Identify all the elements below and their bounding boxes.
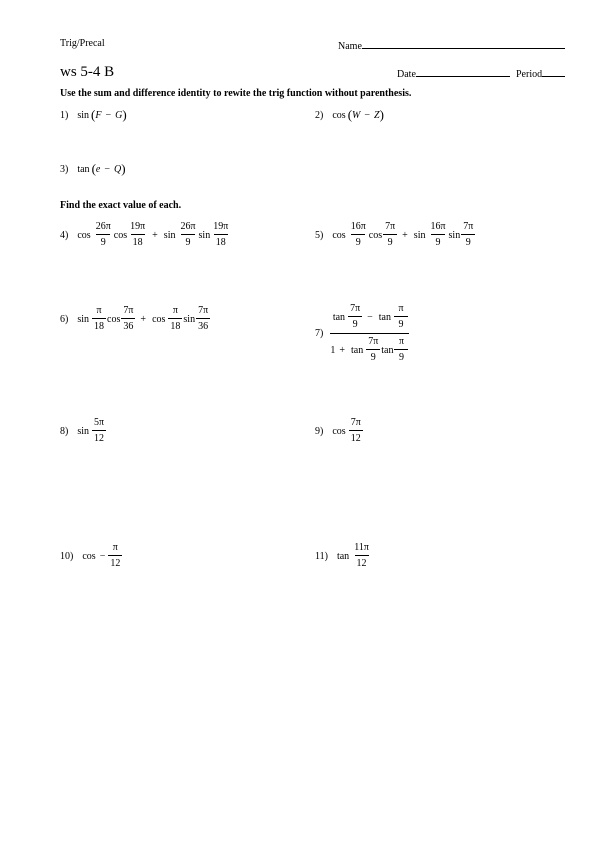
open-paren: ( xyxy=(347,107,353,122)
trig-function: cos xyxy=(107,313,121,325)
fraction xyxy=(366,337,380,363)
operator: − xyxy=(105,109,112,121)
problem-number: 3) xyxy=(60,163,69,175)
denominator: 18 xyxy=(168,318,182,332)
period-field[interactable] xyxy=(516,66,565,80)
fraction xyxy=(211,222,230,248)
numerator: π xyxy=(112,542,118,553)
open-paren: ( xyxy=(91,161,96,176)
numerator: 16π xyxy=(430,221,446,232)
date-field[interactable] xyxy=(397,66,510,80)
close-paren: ) xyxy=(121,161,126,176)
denominator: 18 xyxy=(131,234,145,248)
numerator: 19π xyxy=(213,221,229,232)
problem-9 xyxy=(315,418,364,444)
negative-sign: − xyxy=(99,550,106,562)
fraction xyxy=(394,304,408,330)
trig-function: cos xyxy=(332,109,346,121)
operator: + xyxy=(339,344,345,356)
numerator: π xyxy=(398,303,404,314)
denominator: 12 xyxy=(108,555,122,569)
name-field[interactable] xyxy=(338,38,565,52)
fraction xyxy=(394,337,408,363)
fraction xyxy=(168,306,182,332)
operator: + xyxy=(152,229,158,241)
fraction xyxy=(349,418,363,444)
problem-10 xyxy=(60,543,123,569)
trig-function: tan xyxy=(350,344,364,356)
trig-function: tan xyxy=(332,311,346,323)
compound-denominator xyxy=(330,333,409,363)
denominator: 9 xyxy=(383,234,397,248)
variable-b: Q xyxy=(114,163,122,175)
denominator: 9 xyxy=(461,234,475,248)
numerator: 16π xyxy=(350,221,366,232)
problem-number: 2) xyxy=(315,109,324,121)
trig-function: cos xyxy=(332,229,346,241)
numerator: 19π xyxy=(130,221,146,232)
problem-4 xyxy=(60,222,231,248)
denominator: 36 xyxy=(121,318,135,332)
fraction xyxy=(92,306,106,332)
trig-function: sin xyxy=(448,229,461,241)
numerator: π xyxy=(172,305,178,316)
variable-b: G xyxy=(115,109,123,121)
trig-function: sin xyxy=(183,313,196,325)
trig-function: cos xyxy=(77,229,91,241)
fraction xyxy=(196,306,210,332)
denominator: 9 xyxy=(181,234,195,248)
fraction xyxy=(121,306,135,332)
worksheet-title: ws 5-4 B xyxy=(60,64,115,80)
fraction xyxy=(383,222,397,248)
variable-b: Z xyxy=(374,109,380,121)
trig-function: cos xyxy=(332,425,346,437)
fraction xyxy=(108,543,122,569)
compound-numerator xyxy=(331,304,409,333)
fraction xyxy=(128,222,147,248)
operator: − xyxy=(367,311,373,323)
course-label: Trig/Precal xyxy=(60,38,105,49)
open-paren: ( xyxy=(91,107,96,122)
problem-number: 5) xyxy=(315,229,324,241)
problem-number: 10) xyxy=(60,550,74,562)
numerator: 7π xyxy=(463,221,474,232)
constant: 1 xyxy=(330,344,336,356)
trig-function: tan xyxy=(77,163,90,175)
problem-number: 8) xyxy=(60,425,69,437)
period-blank[interactable] xyxy=(542,66,565,77)
denominator: 18 xyxy=(214,234,228,248)
numerator: π xyxy=(398,336,405,347)
trig-function: tan xyxy=(336,550,350,562)
trig-function: sin xyxy=(198,229,211,241)
numerator: 11π xyxy=(354,542,369,553)
denominator: 12 xyxy=(349,430,363,444)
trig-function: sin xyxy=(163,229,176,241)
denominator: 12 xyxy=(355,555,369,569)
fraction xyxy=(92,418,106,444)
fraction xyxy=(352,543,371,569)
section1-instruction: Use the sum and difference identity to rewite the trig function without parenthesis. xyxy=(60,88,412,99)
problem-number: 1) xyxy=(60,109,69,121)
numerator: 26π xyxy=(180,221,196,232)
problem-6 xyxy=(60,306,211,332)
denominator: 36 xyxy=(196,318,210,332)
operator: − xyxy=(364,109,371,121)
numerator: π xyxy=(96,305,102,316)
trig-function: sin xyxy=(77,109,90,121)
problem-2 xyxy=(315,107,384,123)
numerator: 26π xyxy=(95,221,111,232)
trig-function: sin xyxy=(77,425,90,437)
problem-8 xyxy=(60,418,107,444)
problem-5 xyxy=(315,222,476,248)
date-blank[interactable] xyxy=(416,66,510,77)
trig-function: tan xyxy=(381,344,394,356)
variable-a: e xyxy=(95,163,101,175)
trig-function: sin xyxy=(77,313,90,325)
close-paren: ) xyxy=(379,107,384,122)
fraction xyxy=(178,222,197,248)
name-blank[interactable] xyxy=(362,38,565,49)
period-label: Period xyxy=(516,69,543,80)
trig-function: cos xyxy=(113,229,128,241)
numerator: 7π xyxy=(123,305,134,316)
problem-number: 4) xyxy=(60,229,69,241)
denominator: 12 xyxy=(92,430,106,444)
date-label: Date xyxy=(397,69,416,80)
numerator: 5π xyxy=(94,417,105,428)
numerator: 7π xyxy=(385,221,396,232)
denominator: 9 xyxy=(431,234,445,248)
denominator: 9 xyxy=(394,316,408,330)
problem-number: 11) xyxy=(315,550,328,562)
problem-number: 9) xyxy=(315,425,324,437)
denominator: 9 xyxy=(348,316,362,330)
problem-number: 7) xyxy=(315,328,324,339)
denominator: 9 xyxy=(366,349,380,363)
section2-instruction: Find the exact value of each. xyxy=(60,200,182,211)
fraction xyxy=(348,304,362,330)
problem-11 xyxy=(315,543,372,569)
numerator: 7π xyxy=(198,305,209,316)
trig-function: cos xyxy=(82,550,96,562)
numerator: 7π xyxy=(350,303,361,314)
denominator: 9 xyxy=(394,349,408,363)
compound-fraction xyxy=(330,304,409,363)
close-paren: ) xyxy=(122,107,127,122)
operator: + xyxy=(402,229,408,241)
fraction xyxy=(94,222,113,248)
trig-function: cos xyxy=(152,313,166,325)
problem-7 xyxy=(315,304,409,363)
variable-a: F xyxy=(95,109,102,121)
denominator: 9 xyxy=(96,234,110,248)
fraction xyxy=(461,222,475,248)
trig-function: cos xyxy=(368,229,383,241)
fraction xyxy=(349,222,368,248)
name-label: Name xyxy=(338,41,362,52)
problem-number: 6) xyxy=(60,313,69,325)
problem-1 xyxy=(60,107,127,123)
numerator: 7π xyxy=(368,336,379,347)
denominator: 9 xyxy=(351,234,365,248)
fraction xyxy=(428,222,447,248)
trig-function: sin xyxy=(413,229,426,241)
problem-3 xyxy=(60,161,126,177)
numerator: 7π xyxy=(350,417,361,428)
operator: − xyxy=(104,163,110,175)
trig-function: tan xyxy=(378,311,391,323)
denominator: 18 xyxy=(92,318,106,332)
variable-a: W xyxy=(352,109,361,121)
operator: + xyxy=(140,313,147,325)
